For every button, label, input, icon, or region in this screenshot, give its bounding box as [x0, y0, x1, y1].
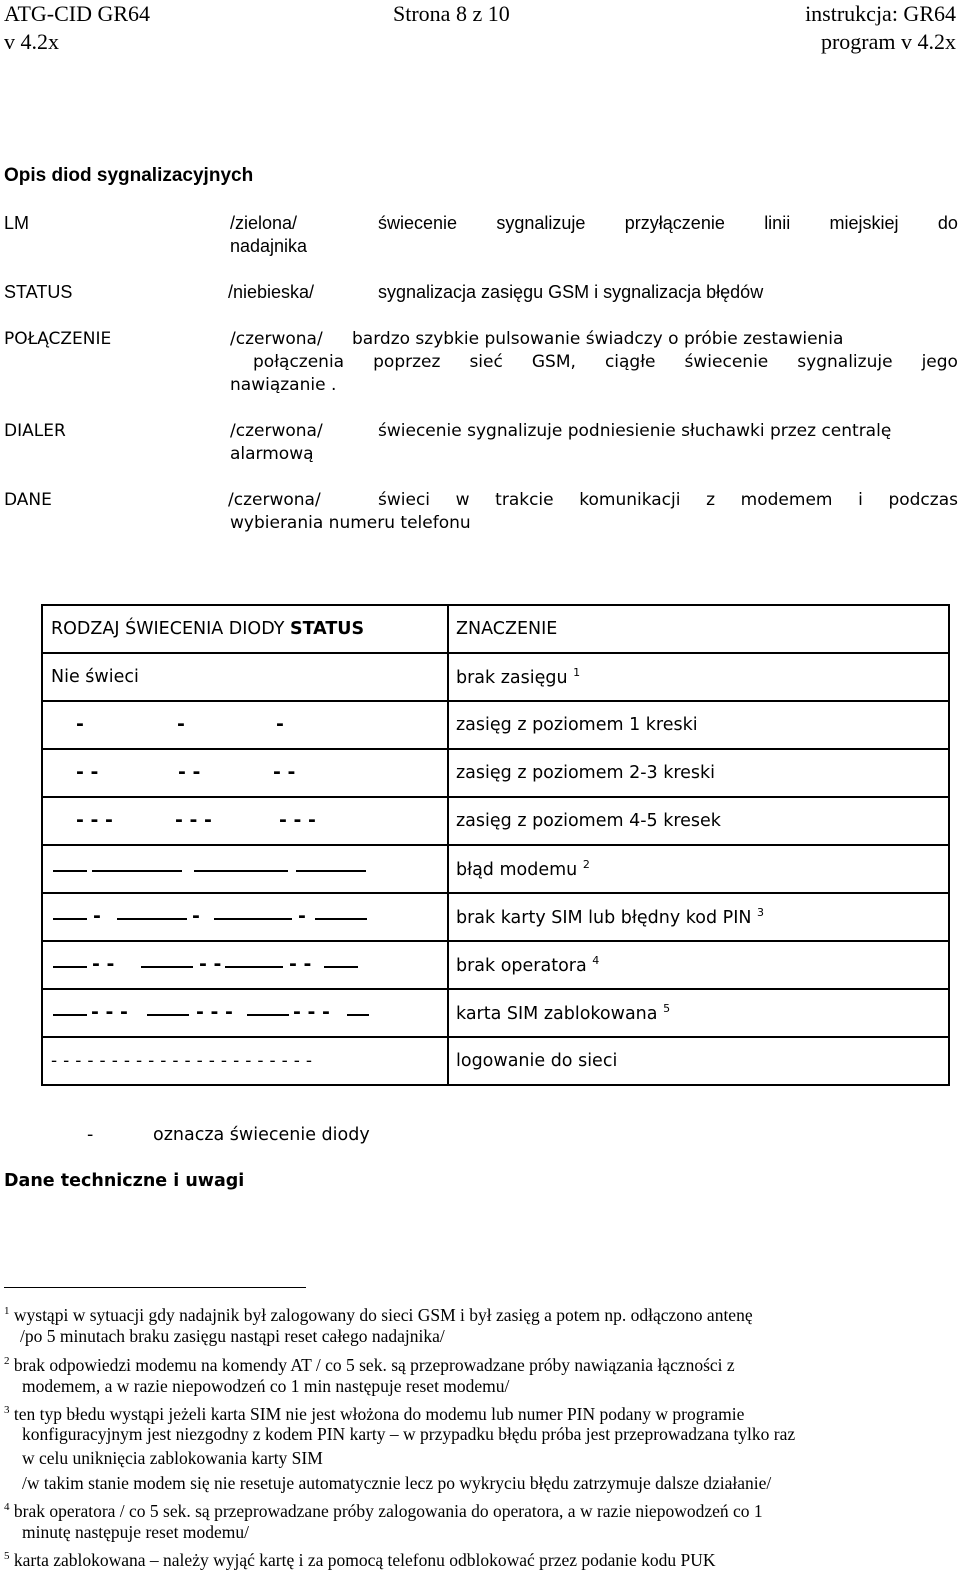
pattern-cell: - - - - - - - - - - - - - - - - - - - - - - — [42, 1037, 448, 1085]
meaning-cell: karta SIM zablokowana $^5$ — [448, 989, 949, 1037]
footnote-1: $^1$ wystąpi w sytuacji gdy nadajnik był zalogowany do sieci GSM i był zasięg a potem np. odłączono antenę — [4, 1304, 753, 1325]
table-row — [42, 845, 949, 893]
diode-dialer-name: DIALER — [4, 421, 66, 441]
blink-pattern-2-dashes: - - - - - - — [76, 761, 296, 783]
diode-dane-color: /czerwona/ — [228, 490, 321, 510]
diode-dialer-description: świecenie sygnalizuje podniesienie słuchawki przez centralę — [378, 421, 892, 441]
table-row — [42, 893, 949, 941]
table-header-row — [42, 605, 949, 653]
footnote-1-line2: /po 5 minutach braku zasięgu nastąpi reset całego nadajnika/ — [20, 1326, 445, 1346]
pattern-cell: Nie świeci — [42, 653, 448, 701]
diode-dane-name: DANE — [4, 490, 52, 510]
meaning-cell: brak operatora $^4$ — [448, 941, 949, 989]
footnote-4-line2: minutę następuje reset modemu/ — [22, 1522, 249, 1542]
diode-polaczenie-description-line3: nawiązanie . — [230, 375, 337, 395]
diode-polaczenie-description: bardzo szybkie pulsowanie świadczy o próbie zestawienia — [352, 329, 844, 349]
meaning-cell: brak zasięgu $^1$ — [448, 653, 949, 701]
header-left-line1: ATG-CID GR64 — [4, 1, 151, 26]
blink-pattern-3-dashes: - - - - - - - - - — [76, 809, 316, 831]
table-header-meaning: ZNACZENIE — [448, 605, 949, 653]
meaning-cell: brak karty SIM lub błędny kod PIN $^3$ — [448, 893, 949, 941]
footnote-2: $^2$ brak odpowiedzi modemu na komendy AT / co 5 sek. są przeprowadzane próby nawiązania łączności z — [4, 1354, 735, 1375]
pattern-cell — [42, 893, 448, 941]
pattern-cell — [42, 845, 448, 893]
blink-pattern-long-2-dashes: - - - - - - — [51, 942, 447, 988]
header-page-number: Strona 8 z 10 — [393, 1, 510, 26]
blink-pattern-long-1-dash: - - - — [51, 894, 447, 940]
tech-section-title: Dane techniczne i uwagi — [4, 1171, 245, 1191]
table-row — [42, 749, 949, 797]
diode-dialer-color: /czerwona/ — [230, 421, 323, 441]
table-row — [42, 797, 949, 845]
diode-dialer-description-line2: alarmową — [230, 444, 314, 464]
pattern-cell — [42, 749, 448, 797]
diode-lm-description-line2: nadajnika — [230, 236, 308, 256]
table-row — [42, 989, 949, 1037]
header-right-line2: program v 4.2x — [820, 29, 956, 54]
table-row — [42, 941, 949, 989]
diode-lm-name: LM — [4, 213, 30, 233]
table-row — [42, 1037, 949, 1085]
legend-text: oznacza świecenie diody — [153, 1125, 370, 1145]
diode-status-color: /niebieska/ — [228, 282, 315, 302]
pattern-cell — [42, 701, 448, 749]
diode-status-name: STATUS — [4, 282, 73, 302]
footnote-2-line2: modemem, a w razie niepowodzeń co 1 min następuje reset modemu/ — [22, 1376, 510, 1396]
pattern-cell — [42, 797, 448, 845]
header-right-line1: instrukcja: GR64 — [805, 1, 956, 26]
diode-dane-description-line2: wybierania numeru telefonu — [230, 513, 471, 533]
legend-symbol: - — [87, 1125, 94, 1145]
pattern-cell — [42, 989, 448, 1037]
blink-pattern-long — [51, 846, 447, 892]
blink-pattern-long-3-dashes: - - - - - - - - - — [51, 990, 447, 1036]
footnote-3: $^3$ ten typ błedu wystąpi jeżeli karta SIM nie jest włożona do modemu lub numer PIN podany w programie — [4, 1403, 745, 1424]
meaning-cell: logowanie do sieci — [448, 1037, 949, 1085]
diode-lm-description: świecenie sygnalizuje przyłączenie linii miejskiej do — [378, 213, 958, 233]
diode-polaczenie-description-line2: połączenia poprzez sieć GSM, ciągłe świecenie sygnalizuje jego — [253, 352, 958, 372]
meaning-cell: zasięg z poziomem 4-5 kresek — [448, 797, 949, 845]
footnote-4: $^4$ brak operatora / co 5 sek. są przeprowadzane próby zalogowania do operatora, a w razie niepowodzeń co 1 — [4, 1500, 763, 1521]
header-left-line2: v 4.2x — [4, 29, 59, 54]
diode-lm-color: /zielona/ — [230, 213, 298, 233]
diode-polaczenie-name: POŁĄCZENIE — [4, 329, 112, 349]
table-row — [42, 701, 949, 749]
diodes-section-title: Opis diod sygnalizacyjnych — [4, 165, 254, 186]
footnote-separator — [4, 1287, 306, 1288]
footnote-3-line3: w celu uniknięcia zablokowania karty SIM — [22, 1448, 323, 1468]
meaning-cell: zasięg z poziomem 1 kreski — [448, 701, 949, 749]
footnote-5: $^5$ karta zablokowana – należy wyjąć kartę i za pomocą telefonu odblokować przez podanie kodu PUK — [4, 1549, 716, 1570]
diode-polaczenie-color: /czerwona/ — [230, 329, 323, 349]
footnote-3-line2: konfiguracyjnym jest niezgodny z kodem PIN karty – w przypadku błędu próba jest przeprowadzana tylko raz — [22, 1424, 796, 1444]
table-row — [42, 653, 949, 701]
meaning-cell: zasięg z poziomem 2-3 kreski — [448, 749, 949, 797]
status-led-table — [41, 604, 950, 1086]
blink-pattern-1-dash: - - - — [76, 713, 284, 735]
pattern-cell — [42, 941, 448, 989]
table-header-pattern: RODZAJ ŚWIECENIA DIODY STATUS — [42, 605, 448, 653]
diode-status-description: sygnalizacja zasięgu GSM i sygnalizacja błędów — [378, 282, 764, 302]
meaning-cell: błąd modemu $^2$ — [448, 845, 949, 893]
diode-dane-description: świeci w trakcie komunikacji z modemem i podczas — [378, 490, 958, 510]
footnote-3-line4: /w takim stanie modem się nie resetuje automatycznie lecz po wykryciu błędu zatrzymuje dalsze działanie/ — [22, 1473, 772, 1493]
